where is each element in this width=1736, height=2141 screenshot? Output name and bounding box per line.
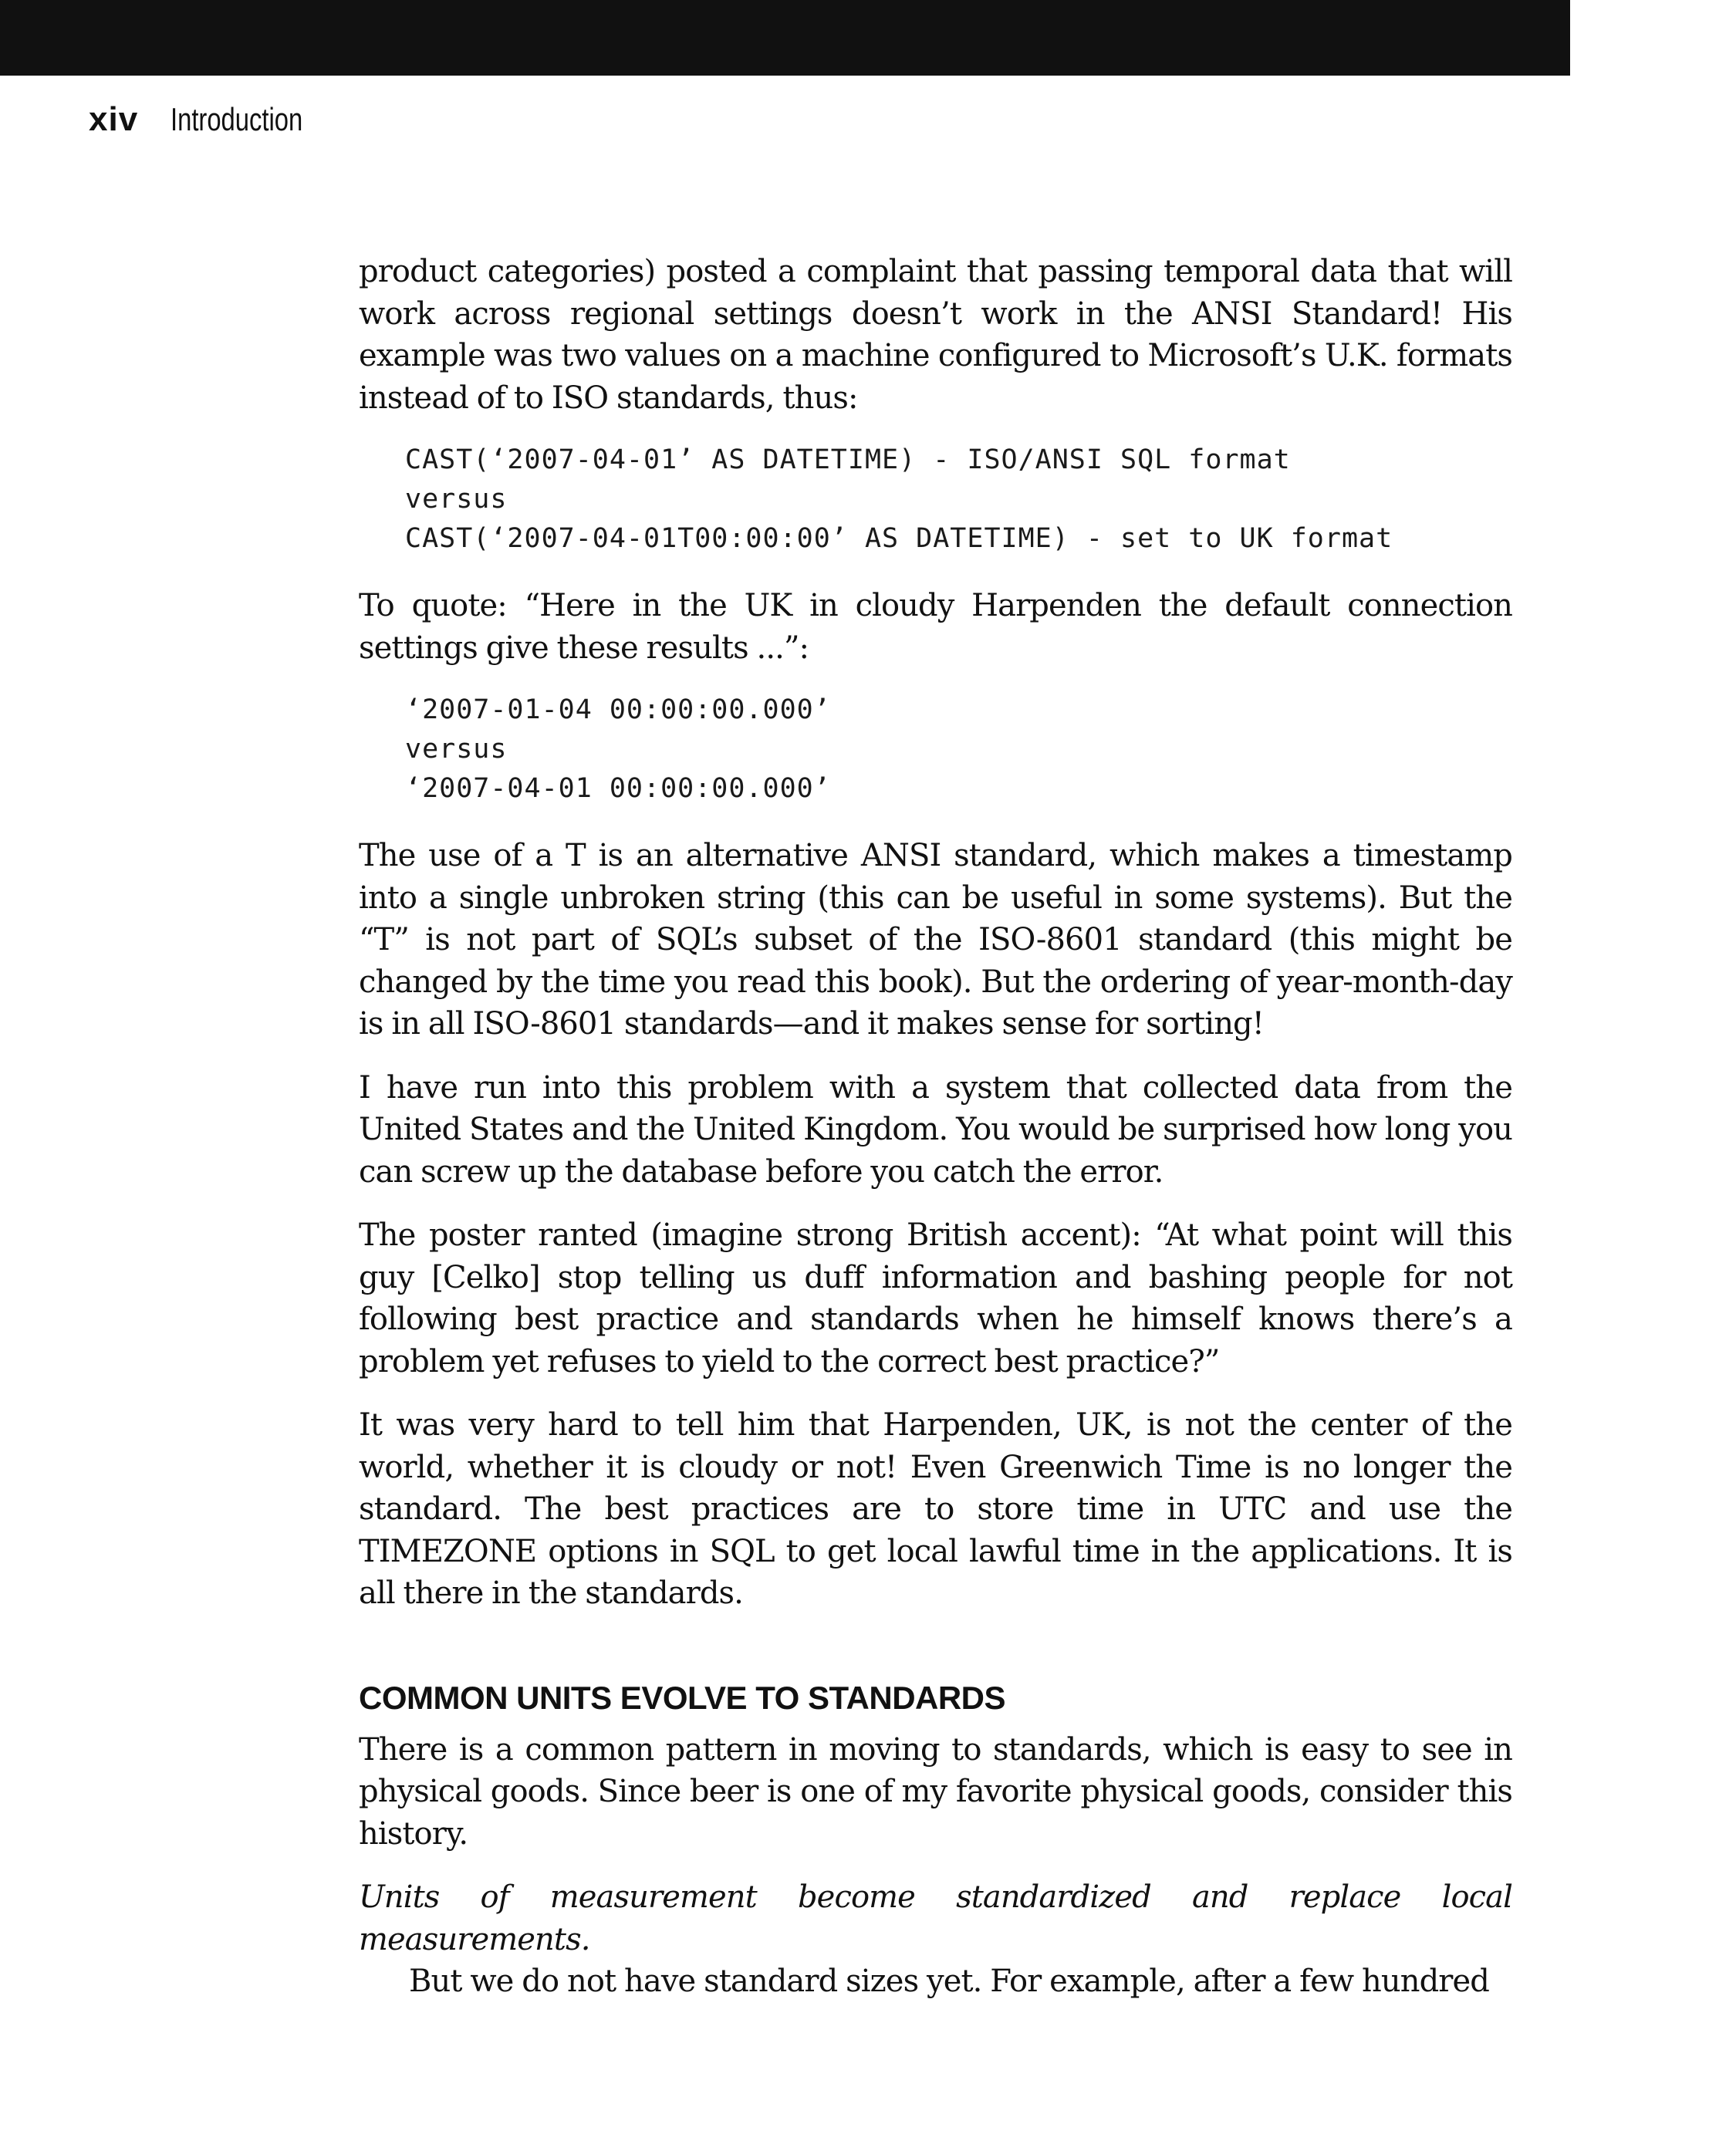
running-head-section: Introduction — [170, 101, 303, 137]
paragraph-4: I have run into this problem with a system that collected data from the United States and the United Kingdom. You would be surprised how long you can screw up the database before you catch the error. — [359, 1069, 1512, 1190]
paragraph-5: The poster ranted (imagine strong British accent): “At what point will this guy [Celko] stop telling us duff information and bashing people for not following best practice and standards when he himself knows there’s a problem yet refuses to yield to the correct best practice?” — [359, 1217, 1512, 1379]
code-block-1 — [405, 441, 1512, 559]
paragraph-7: There is a common pattern in moving to standards, which is easy to see in physical goods. Since beer is one of my favorite physical goods, consider this history. — [359, 1731, 1512, 1852]
paragraph-6: It was very hard to tell him that Harpenden, UK, is not the center of the world, whether it is cloudy or not! Even Greenwich Time is no longer the standard. The best practices are to store time in UTC and use the TIMEZONE options in SQL to get local lawful time in the applications. It is all there in the standards. — [359, 1407, 1512, 1611]
code-line: ‘2007-04-01 00:00:00.000’ — [405, 773, 831, 804]
page-number: xiv — [89, 100, 139, 138]
paragraph-2: To quote: “Here in the UK in cloudy Harpenden the default connection settings give these results ...”: — [359, 588, 1512, 666]
paragraph-8: But we do not have standard sizes yet. For example, after a few hundred — [409, 1964, 1489, 1999]
running-head — [89, 96, 339, 143]
code-line: ‘2007-01-04 00:00:00.000’ — [405, 694, 831, 725]
code-line: CAST(‘2007-04-01’ AS DATETIME) - ISO/ANSI SQL format — [405, 444, 1291, 475]
paragraph-3: The use of a T is an alternative ANSI standard, which makes a timestamp into a single unbroken string (this can be useful in some systems). But the “T” is not part of SQL’s subset of the ISO-8601 standard (this might be changed by the time you read this book). But the ordering of year-month-day is in all ISO-8601 standards—and it makes sense for sorting! — [359, 838, 1512, 1042]
code-line: CAST(‘2007-04-01T00:00:00’ AS DATETIME) - set to UK format — [405, 523, 1393, 554]
code-line: versus — [405, 484, 508, 515]
code-line: versus — [405, 734, 508, 765]
italic-lead-sentence: Units of measurement become standardized and replace local measurements. — [359, 1879, 1512, 1957]
section-heading: COMMON UNITS EVOLVE TO STANDARDS — [359, 1679, 1006, 1716]
code-block-2 — [405, 691, 1512, 809]
main-text — [359, 251, 1512, 2024]
paragraph-1: product categories) posted a complaint that passing temporal data that will work across regional settings doesn’t work in the ANSI Standard! His example was two values on a machine configured to Microsoft’s U.K. formats instead of to ISO standards, thus: — [359, 254, 1512, 416]
page-top-bar — [0, 0, 1570, 76]
